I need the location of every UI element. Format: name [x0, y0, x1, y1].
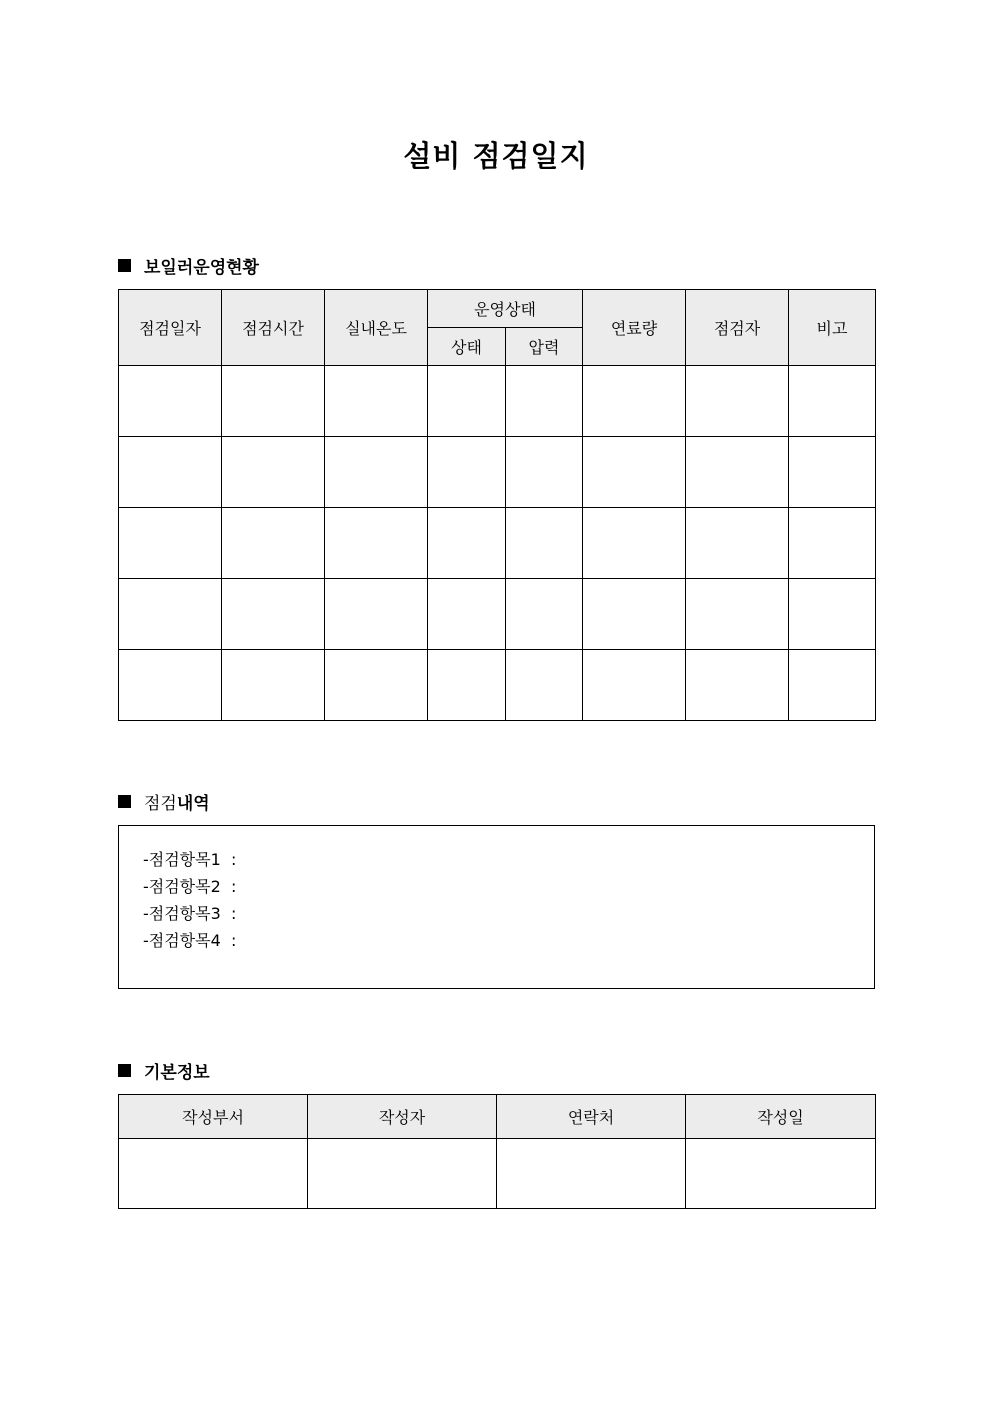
table-cell[interactable] [428, 650, 506, 721]
table-cell[interactable] [119, 579, 222, 650]
table-cell[interactable] [583, 650, 686, 721]
inspection-details-box[interactable] [118, 825, 875, 989]
table-row [119, 366, 876, 437]
detail-item: -점검항목3 : [143, 904, 237, 923]
detail-item: -점검항목4 : [143, 931, 237, 950]
table-cell[interactable] [583, 508, 686, 579]
table-cell[interactable] [686, 508, 789, 579]
table-cell[interactable] [428, 508, 506, 579]
square-bullet-icon [118, 795, 131, 808]
author-cell[interactable] [308, 1139, 497, 1209]
square-bullet-icon [118, 259, 131, 272]
col-operation-status: 운영상태 [428, 290, 583, 328]
details-heading-light: 점검 [144, 793, 177, 814]
table-cell[interactable] [789, 508, 876, 579]
detail-item: -점검항목1 : [143, 850, 237, 869]
table-cell[interactable] [506, 650, 583, 721]
col-remarks: 비고 [789, 290, 876, 366]
basic-info-table [118, 1094, 876, 1209]
table-cell[interactable] [119, 437, 222, 508]
details-heading-bold: 내역 [176, 793, 210, 814]
table-cell[interactable] [789, 437, 876, 508]
detail-item: -점검항목2 : [143, 877, 237, 896]
table-cell[interactable] [222, 366, 325, 437]
table-cell[interactable] [325, 508, 428, 579]
table-cell[interactable] [325, 437, 428, 508]
boiler-status-table [118, 289, 876, 721]
basic-info-section-heading [118, 1058, 210, 1082]
col-pressure: 압력 [506, 328, 583, 366]
col-department: 작성부서 [119, 1095, 308, 1139]
table-cell[interactable] [119, 650, 222, 721]
table-cell[interactable] [428, 579, 506, 650]
col-inspection-date: 점검일자 [119, 290, 222, 366]
table-cell[interactable] [789, 579, 876, 650]
col-author: 작성자 [308, 1095, 497, 1139]
table-cell[interactable] [506, 437, 583, 508]
table-cell[interactable] [686, 650, 789, 721]
table-cell[interactable] [686, 366, 789, 437]
table-cell[interactable] [583, 437, 686, 508]
table-row [119, 579, 876, 650]
table-cell[interactable] [506, 366, 583, 437]
table-cell[interactable] [119, 366, 222, 437]
table-cell[interactable] [686, 437, 789, 508]
table-row [119, 650, 876, 721]
square-bullet-icon [118, 1064, 131, 1077]
department-cell[interactable] [119, 1139, 308, 1209]
page-title: 설비 점검일지 [403, 139, 589, 173]
boiler-heading-text: 보일러운영현황 [144, 257, 259, 278]
col-inspection-time: 점검시간 [222, 290, 325, 366]
col-contact: 연락처 [497, 1095, 686, 1139]
col-fuel-amount: 연료량 [583, 290, 686, 366]
table-cell[interactable] [506, 508, 583, 579]
contact-cell[interactable] [497, 1139, 686, 1209]
table-cell[interactable] [222, 650, 325, 721]
table-cell[interactable] [222, 508, 325, 579]
basic-info-heading-text: 기본정보 [144, 1062, 210, 1083]
table-cell[interactable] [222, 437, 325, 508]
table-row [119, 437, 876, 508]
col-indoor-temp: 실내온도 [325, 290, 428, 366]
details-section-heading [118, 789, 210, 813]
table-cell[interactable] [789, 650, 876, 721]
col-status: 상태 [428, 328, 506, 366]
date-written-cell[interactable] [686, 1139, 876, 1209]
table-cell[interactable] [119, 508, 222, 579]
col-inspector: 점검자 [686, 290, 789, 366]
table-cell[interactable] [325, 366, 428, 437]
table-cell[interactable] [583, 579, 686, 650]
table-cell[interactable] [428, 366, 506, 437]
table-cell[interactable] [583, 366, 686, 437]
table-cell[interactable] [222, 579, 325, 650]
table-cell[interactable] [506, 579, 583, 650]
col-date-written: 작성일 [686, 1095, 876, 1139]
table-cell[interactable] [325, 579, 428, 650]
table-cell[interactable] [325, 650, 428, 721]
table-row [119, 508, 876, 579]
boiler-section-heading [118, 253, 259, 277]
table-cell[interactable] [686, 579, 789, 650]
table-cell[interactable] [789, 366, 876, 437]
table-cell[interactable] [428, 437, 506, 508]
